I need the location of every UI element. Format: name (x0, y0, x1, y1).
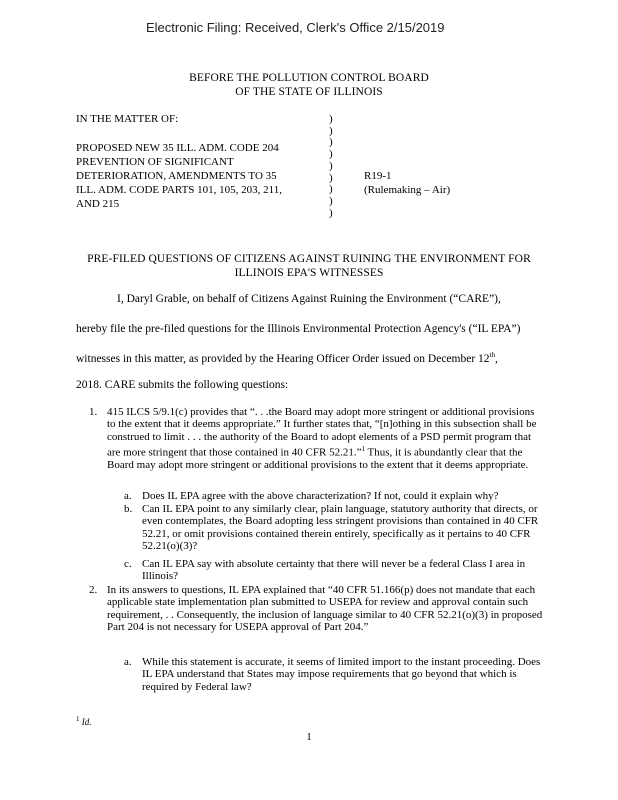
caption-bracket-column (329, 114, 333, 219)
bracket-mark: ) (329, 183, 333, 196)
intro-line2: hereby file the pre-filed questions for the Illinois Environmental Protection Agency's (“IL EPA”) (76, 323, 521, 335)
question-text: In its answers to questions, IL EPA explained that “40 CFR 51.166(p) does not mandate that each applicable state implementation plan submitted to USEPA for review and approval contain such requirement, . . Consequently, the inclusion of language similar to 40 CFR 52.21(o)(3) in proposed Part 204 is not necessary for USEPA approval of Part 204.” (107, 584, 543, 633)
proposal-line: ILL. ADM. CODE PARTS 101, 105, 203, 211, (76, 184, 283, 196)
page-number: 1 (306, 731, 312, 743)
bracket-mark: ) (329, 194, 333, 207)
question-number: 2. (89, 584, 98, 596)
doc-title-line1: PRE-FILED QUESTIONS OF CITIZENS AGAINST RUINING THE ENVIRONMENT FOR (87, 253, 531, 265)
footnote-text: Id. (81, 717, 92, 727)
footnote (76, 715, 92, 727)
question-number: 1. (89, 406, 98, 418)
proposal-line: PROPOSED NEW 35 ILL. ADM. CODE 204 (76, 142, 279, 154)
bracket-mark: ) (329, 136, 333, 149)
proposal-line: PREVENTION OF SIGNIFICANT (76, 156, 234, 168)
board-title-line2: OF THE STATE OF ILLINOIS (235, 86, 383, 98)
subquestion-label: c. (124, 558, 132, 570)
docket-number: R19-1 (364, 170, 392, 182)
subquestion-text: Can IL EPA point to any similarly clear, plain language, statutory authority that directs, or even contemplates, the Board adopting less stringent provisions than contained in 40 CFR 52.21, or omit provisions contained therein entirely, specifically as it pertains to 40 CFR 52.21(o)(3)? (142, 503, 539, 552)
subquestion-label: a. (124, 656, 132, 668)
footnote-number: 1 (76, 715, 80, 723)
proposal-line: AND 215 (76, 198, 120, 210)
intro-line4: 2018. CARE submits the following questions: (76, 379, 289, 391)
bracket-mark: ) (329, 206, 333, 219)
subquestion-text: While this statement is accurate, it seems of limited import to the instant proceeding. Does IL EPA understand that States may impose requirements that go beyond that which is required by Federal law? (142, 656, 541, 693)
intro-line3: witnesses in this matter, as provided by the Hearing Officer Order issued on December 12th, (76, 351, 498, 365)
bracket-mark: ) (329, 113, 333, 125)
bracket-mark: ) (329, 124, 333, 137)
question-text: 415 ILCS 5/9.1(c) provides that “. . .the Board may adopt more stringent or additional provisions to the extent that it deems appropriate.” It further states that, “[n]othing in this subsection shall be construed to limit . . . the authority of the Board to adopt elements of a PSD permit program that are more stringent that those contained in 40 CFR 52.21.”$^1$ Thus, it is abundantly clear that the Board may adopt more stringent or additional provisions to the extent that it deems appropriate. (107, 406, 537, 471)
subquestion-label: a. (124, 490, 132, 502)
board-title-line1: BEFORE THE POLLUTION CONTROL BOARD (189, 72, 429, 84)
bracket-mark: ) (329, 171, 333, 184)
subquestion-text: Can IL EPA say with absolute certainty that there will never be a federal Class I area in Illinois? (142, 558, 526, 583)
proposal-caption (76, 141, 282, 211)
bracket-mark: ) (329, 148, 333, 161)
proposal-line: DETERIORATION, AMENDMENTS TO 35 (76, 170, 277, 182)
doc-title-line2: ILLINOIS EPA'S WITNESSES (234, 267, 384, 279)
matter-label: IN THE MATTER OF: (76, 113, 179, 125)
docket-type: (Rulemaking – Air) (364, 184, 451, 196)
intro-line1: I, Daryl Grable, on behalf of Citizens Against Ruining the Environment (“CARE”), (117, 293, 501, 305)
footnote-ref: 1 (361, 444, 365, 453)
subquestion-text: Does IL EPA agree with the above characterization? If not, could it explain why? (142, 490, 499, 502)
bracket-mark: ) (329, 159, 333, 172)
filing-stamp: Electronic Filing: Received, Clerk's Office 2/15/2019 (146, 20, 445, 35)
subquestion-label: b. (124, 503, 133, 515)
